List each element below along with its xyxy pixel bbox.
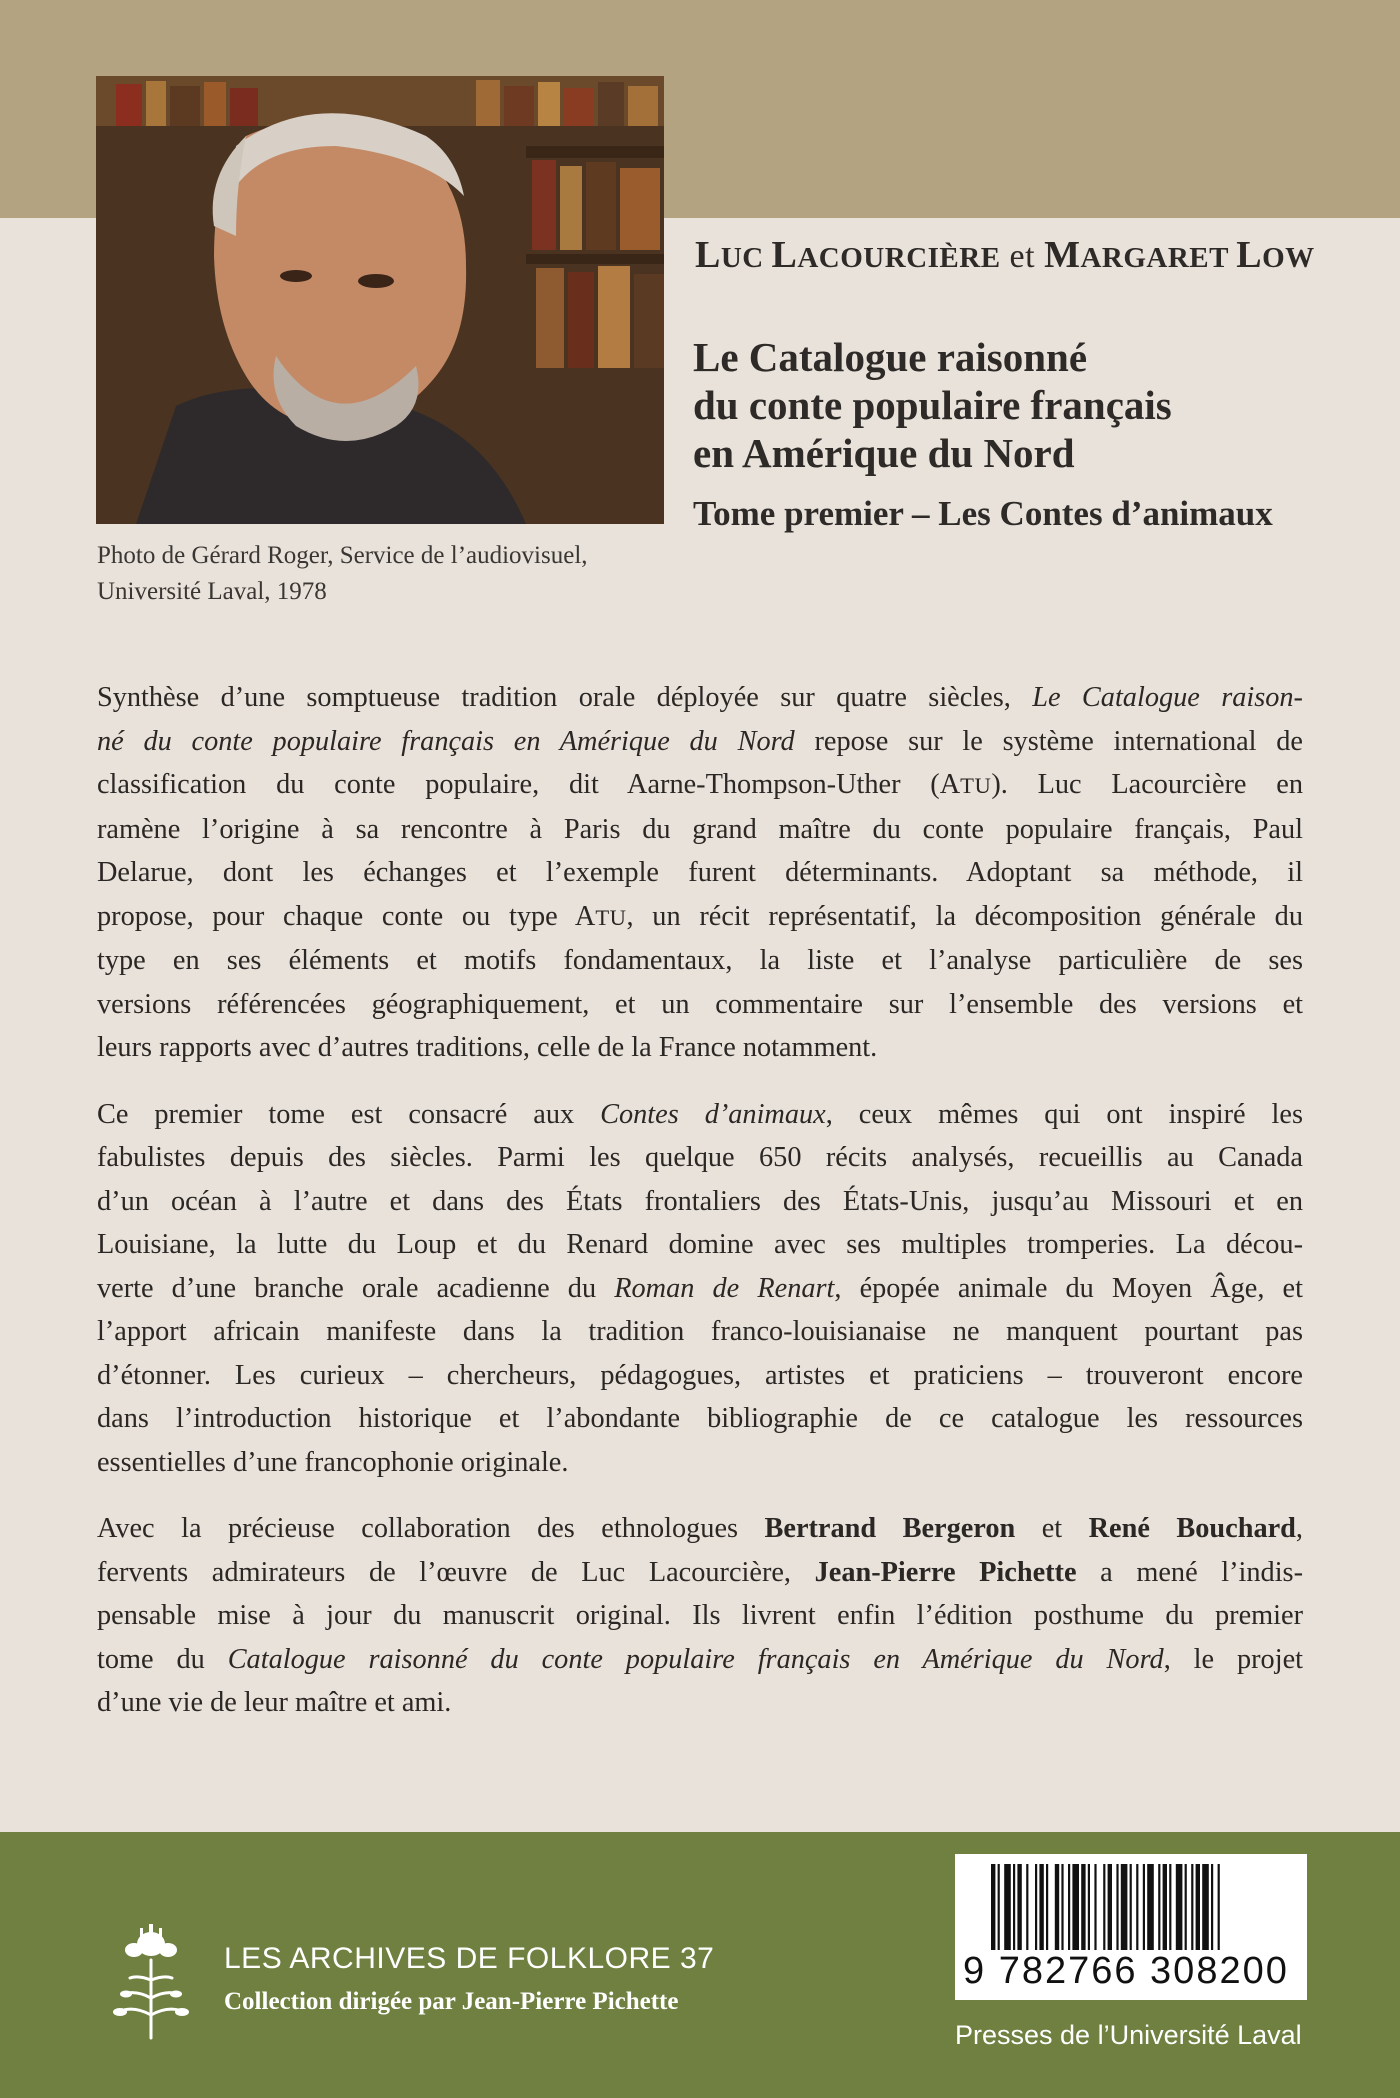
text-run: fervents admirateurs de l’œuvre de Luc Lacourcière, — [97, 1556, 815, 1588]
title-italic: Contes d’animaux — [600, 1098, 826, 1130]
text-run: tome du — [97, 1643, 228, 1675]
text-line: d’un océan à l’autre et dans des États frontaliers des États-Unis, jusqu’au Missouri et en — [97, 1185, 1303, 1217]
photo-caption — [97, 538, 697, 610]
title-italic: né du conte populaire français en Amérique du Nord — [97, 725, 795, 757]
text-line: versions référencées géographiquement, et un commentaire sur l’ensemble des versions et — [97, 988, 1303, 1020]
text-run: ). Luc Lacourcière en — [991, 769, 1303, 800]
barcode-bar — [1163, 1864, 1167, 1950]
text-run: , épopée animale du Moyen Âge, et — [834, 1272, 1303, 1304]
barcode-bar — [1061, 1864, 1063, 1950]
small-caps-run: TU — [595, 904, 627, 930]
publisher-name: Presses de l’Université Laval — [955, 2020, 1302, 2050]
title-italic: Le Catalogue raison- — [1032, 682, 1303, 713]
barcode-bar — [1196, 1864, 1200, 1950]
barcode-bar — [1191, 1864, 1193, 1950]
series-title: LES ARCHIVES DE FOLKLORE 37 — [224, 1942, 715, 1975]
text-line: dans l’introduction historique et l’abondante bibliographie de ce catalogue les ressources — [97, 1403, 1303, 1434]
text-run: verte d’une branche orale acadienne du — [97, 1272, 615, 1304]
author2-initial-2: L — [1236, 234, 1263, 276]
authors-conjunction: et — [1000, 238, 1045, 275]
author2-initial: M — [1044, 234, 1081, 276]
text-line: l’apport africain manifeste dans la tradition franco-louisianaise ne manquent pourtant pas — [97, 1316, 1303, 1347]
barcode-bar — [1039, 1864, 1043, 1950]
text-line: Louisiane, la lutte du Loup et du Renard domine avec ses multiples tromperies. La décou- — [97, 1229, 1303, 1260]
name-bold: Jean-Pierre Pichette — [814, 1556, 1077, 1588]
series-logo — [108, 1920, 194, 2040]
barcode-bar — [991, 1864, 995, 1950]
barcode-bar — [1202, 1864, 1209, 1950]
author-photo — [96, 76, 664, 524]
barcode-bar — [1094, 1864, 1096, 1950]
barcode-bar — [1035, 1864, 1037, 1950]
text-line: fabulistes depuis des siècles. Parmi les quelque 650 récits analysés, recueillis au Canada — [97, 1142, 1303, 1173]
small-caps-run: TU — [960, 773, 992, 798]
text-run: repose sur le système international de — [794, 725, 1303, 757]
title-italic: Roman de Renart — [614, 1272, 835, 1304]
portrait-photo-icon — [96, 76, 664, 524]
barcode-bar — [1103, 1864, 1105, 1950]
text-run: , un récit représentatif, la décomposition générale du — [626, 900, 1303, 932]
series-director: Collection dirigée par Jean-Pierre Pichette — [224, 1988, 679, 2015]
barcode-bar — [1130, 1864, 1132, 1950]
book-subtitle: Tome premier – Les Contes d’animaux — [693, 494, 1273, 533]
authors-line — [695, 233, 1375, 277]
text-run: classification du conte populaire, dit Aarne-Thompson-Uther ( — [97, 769, 940, 800]
text-run: , ceux mêmes qui ont inspiré les — [825, 1098, 1303, 1130]
barcode-bar — [1108, 1864, 1112, 1950]
barcode-bar — [998, 1864, 1000, 1950]
caption-line: Photo de Gérard Roger, Service de l’audiovisuel, — [97, 542, 588, 569]
barcode-bar — [1136, 1864, 1138, 1950]
barcode-bar — [1218, 1864, 1220, 1950]
text-line: ramène l’origine à sa rencontre à Paris du grand maître du conte populaire français, Paul — [97, 813, 1303, 845]
book-title — [693, 333, 1383, 477]
text-line: d’étonner. Les curieux – chercheurs, pédagogues, artistes et praticiens – trouveront encore — [97, 1359, 1303, 1391]
text-line: d’une vie de leur maître et ami. — [97, 1687, 452, 1718]
author2-last-name: OW — [1262, 242, 1315, 274]
description-paragraph-3 — [97, 1507, 1303, 1725]
isbn-number: 9 782766 308200 — [963, 1950, 1289, 1992]
author1-initial: L — [695, 234, 721, 276]
author1-initial-2: L — [771, 234, 798, 276]
text-line: essentielles d’une francophonie originale. — [97, 1446, 569, 1478]
text-run: A — [574, 900, 596, 932]
barcode-bar — [1169, 1864, 1171, 1950]
text-line: pensable mise à jour du manuscrit original. Ils livrent enfin l’édition posthume du premier — [97, 1600, 1303, 1631]
author1-last-name: ACOURCIÈRE — [797, 242, 1001, 274]
barcode-bar — [1185, 1864, 1187, 1950]
name-bold: René Bouchard — [1088, 1513, 1296, 1544]
barcode-bar — [1158, 1864, 1160, 1950]
barcode-bar — [1176, 1864, 1183, 1950]
text-line: leurs rapports avec d’autres traditions, celle de la France notamment. — [97, 1032, 878, 1063]
barcode-bar — [1046, 1864, 1048, 1950]
barcode-bar — [1143, 1864, 1145, 1950]
barcode-bar — [1026, 1864, 1028, 1950]
name-bold: Bertrand Bergeron — [764, 1513, 1016, 1544]
text-run: , — [1295, 1513, 1303, 1544]
barcode-bar — [1013, 1864, 1015, 1950]
text-run: A — [939, 769, 961, 800]
barcode-bar — [1017, 1864, 1021, 1950]
barcode — [955, 1854, 1307, 2000]
barcode-bar — [1081, 1864, 1085, 1950]
barcode-bar — [1121, 1864, 1128, 1950]
text-run: propose, pour chaque conte ou type — [97, 900, 575, 932]
book-description — [97, 676, 1303, 1748]
text-line: Delarue, dont les échanges et l’exemple furent déterminants. Adoptant sa méthode, il — [97, 857, 1303, 888]
author2-first-name: ARGARET — [1080, 242, 1237, 274]
barcode-bar — [1088, 1864, 1090, 1950]
text-run: Ce premier tome est consacré aux — [97, 1098, 601, 1130]
author1-first-name: UC — [720, 242, 772, 274]
barcode-bar — [1147, 1864, 1154, 1950]
title-line: Le Catalogue raisonné — [693, 334, 1088, 380]
text-run: , le projet — [1163, 1643, 1303, 1675]
text-run: a mené l’indis- — [1076, 1556, 1303, 1588]
barcode-bar — [1068, 1864, 1070, 1950]
caption-line: Université Laval, 1978 — [97, 578, 327, 605]
barcode-bar — [1211, 1864, 1213, 1950]
description-paragraph-1 — [97, 676, 1303, 1070]
text-run: et — [1015, 1513, 1089, 1544]
text-run: Synthèse d’une somptueuse tradition orale déployée sur quatre siècles, — [97, 682, 1033, 713]
text-run: Avec la précieuse collaboration des ethnologues — [97, 1513, 765, 1544]
barcode-bar — [1072, 1864, 1079, 1950]
title-line: en Amérique du Nord — [693, 430, 1075, 476]
description-paragraph-2 — [97, 1093, 1303, 1485]
text-line: type en ses éléments et motifs fondamentaux, la liste et l’analyse particulière de ses — [97, 945, 1303, 976]
plant-logo-icon — [108, 1920, 194, 2040]
barcode-bar — [1116, 1864, 1118, 1950]
barcode-bar — [1055, 1864, 1059, 1950]
barcode-bar — [1004, 1864, 1011, 1950]
title-italic: Catalogue raisonné du conte populaire français en Amérique du Nord — [227, 1643, 1164, 1675]
title-line: du conte populaire français — [693, 382, 1172, 428]
